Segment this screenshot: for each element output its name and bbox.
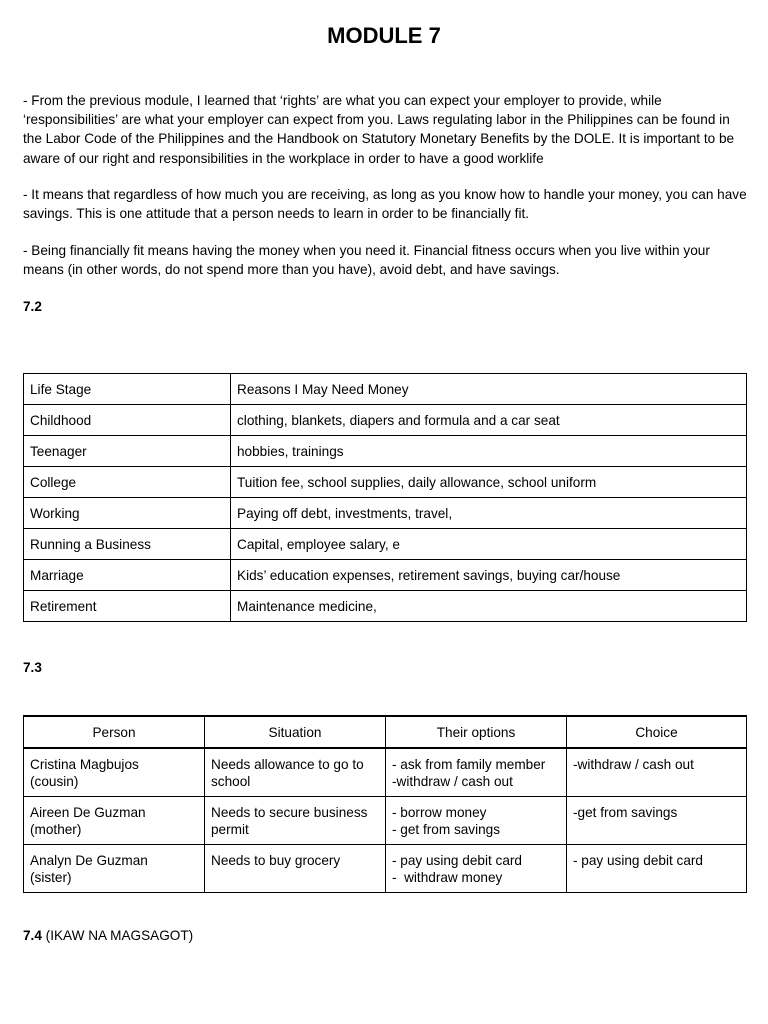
life-stage-cell: Retirement [24,591,231,622]
situation-cell [205,797,386,845]
table-row [24,498,747,529]
cell-line: - withdraw money [392,870,503,885]
table-header-cell: Their options [386,716,567,748]
table-header-row [24,374,747,405]
paragraph-savings: - It means that regardless of how much you are receiving, as long as you know how to handle your money, you can have savings. This is one attitude that a person needs to learn in order to be financially fit. [23,187,747,222]
life-stage-cell: Working [24,498,231,529]
table-row [24,405,747,436]
table-row [24,529,747,560]
options-cell [386,845,567,893]
section-number-7-4: 7.4 [23,928,42,943]
options-cell [386,797,567,845]
cell-line: Aireen De Guzman [30,805,146,820]
life-stage-table-body [24,374,747,622]
reasons-cell: Tuition fee, school supplies, daily allowance, school uniform [231,467,747,498]
table-header-cell: Life Stage [24,374,231,405]
table-row [24,591,747,622]
table-header-cell: Situation [205,716,386,748]
paragraph-financial-fitness: - Being financially fit means having the money when you need it. Financial fitness occurs when you live within your means (in other words, do not spend more than you have), avoid debt, and have savings. [23,243,710,278]
table-row [24,560,747,591]
cell-line: -withdraw / cash out [573,757,694,772]
cell-line: Needs to buy grocery [211,853,341,868]
person-cell [24,748,205,797]
cell-line: - borrow money [392,805,487,820]
situation-cell [205,748,386,797]
cell-line: -get from savings [573,805,678,820]
cell-line: school [211,774,251,789]
reasons-cell: hobbies, trainings [231,436,747,467]
cell-line: permit [211,822,249,837]
choice-cell [567,748,747,797]
table-header-cell: Person [24,716,205,748]
reasons-cell: Paying off debt, investments, travel, [231,498,747,529]
choice-cell [567,845,747,893]
person-situation-table-body [24,716,747,893]
reasons-cell: clothing, blankets, diapers and formula and a car seat [231,405,747,436]
reasons-cell: Maintenance medicine, [231,591,747,622]
life-stage-cell: Childhood [24,405,231,436]
cell-line: Needs allowance to go to [211,757,364,772]
cell-line: (sister) [30,870,72,885]
table-header-cell: Choice [567,716,747,748]
table-row [24,748,747,797]
section-label-7-2: 7.2 [23,299,42,314]
life-stage-cell: Marriage [24,560,231,591]
options-cell [386,748,567,797]
person-cell [24,797,205,845]
cell-line: (mother) [30,822,82,837]
table-row [24,467,747,498]
cell-line: -withdraw / cash out [392,774,513,789]
table-header-row [24,716,747,748]
table-row [24,436,747,467]
situation-cell [205,845,386,893]
cell-line: - ask from family member [392,757,546,772]
reasons-cell: Capital, employee salary, e [231,529,747,560]
life-stage-table [23,373,747,622]
table-row [24,845,747,893]
cell-line: - pay using debit card [392,853,522,868]
section-note-7-4: (IKAW NA MAGSAGOT) [41,928,194,943]
cell-line: Needs to secure business [211,805,368,820]
table-header-cell: Reasons I May Need Money [231,374,747,405]
person-situation-table [23,715,747,893]
reasons-cell: Kids’ education expenses, retirement savings, buying car/house [231,560,747,591]
cell-line: Cristina Magbujos [30,757,139,772]
table-row [24,797,747,845]
section-label-7-4 [23,927,193,945]
life-stage-cell: Teenager [24,436,231,467]
cell-line: - get from savings [392,822,501,837]
choice-cell [567,797,747,845]
cell-line: - pay using debit card [573,853,703,868]
page-title: MODULE 7 [327,23,441,48]
cell-line: Analyn De Guzman [30,853,148,868]
section-label-7-3: 7.3 [23,660,42,675]
paragraph-rights: - From the previous module, I learned that ‘rights’ are what you can expect your employer to provide, while ‘responsibilities’ are what your employer can expect from you. Laws regulating labor in the Philippines can be found in the Labor Code of the Philippines and the Handbook on Statutory Monetary Benefits by the DOLE. It is important to be aware of our right and responsibilities in the workplace in order to have a good worklife [23,93,735,166]
life-stage-cell: College [24,467,231,498]
life-stage-cell: Running a Business [24,529,231,560]
cell-line: (cousin) [30,774,79,789]
person-cell [24,845,205,893]
